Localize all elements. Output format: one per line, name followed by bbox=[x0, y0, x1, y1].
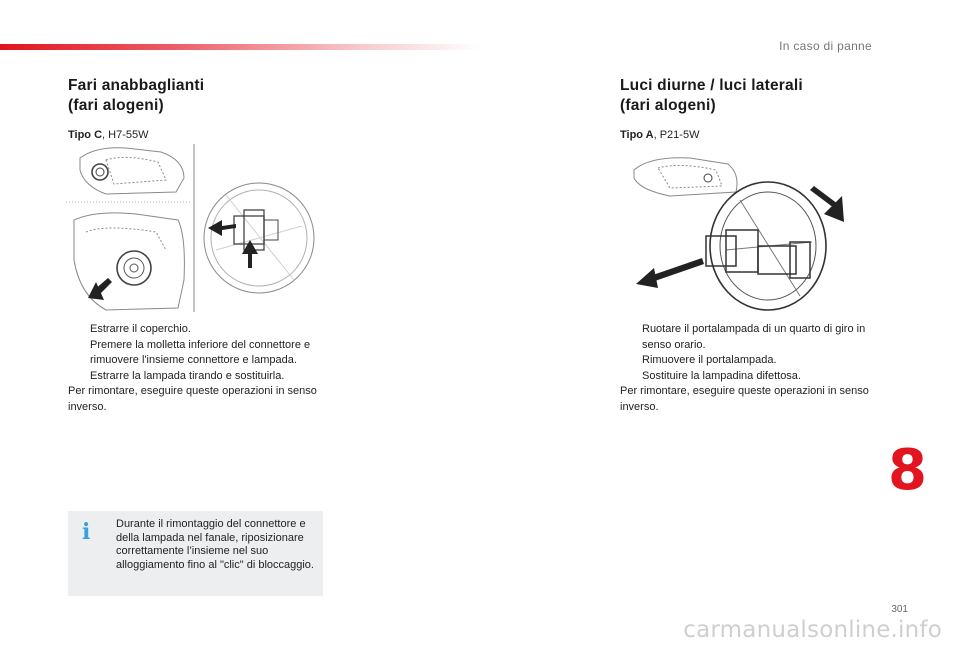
reassembly-note: Per rimontare, eseguire queste operazioni in senso inverso. bbox=[68, 385, 317, 413]
steps-daytime-lights bbox=[620, 322, 882, 415]
info-note bbox=[68, 511, 323, 596]
daytime-light-illustration bbox=[630, 150, 860, 315]
section-low-beam bbox=[68, 76, 328, 141]
chapter-number: 8 bbox=[888, 438, 927, 503]
reassembly-note: Per rimontare, eseguire queste operazioni in senso inverso. bbox=[620, 385, 869, 413]
page-number: 301 bbox=[891, 604, 908, 615]
step-item: Estrarre la lampada tirando e sostituirla. bbox=[90, 369, 285, 382]
low-beam-illustration bbox=[66, 140, 316, 315]
info-note-text: Durante il rimontaggio del connettore e della lampada nel fanale, riposizionare correttamente l’insieme nel suo alloggiamento fino al "clic" di bloccaggio. bbox=[116, 518, 314, 571]
section-title-daytime-lights: Luci diurne / luci laterali (fari alogeni) bbox=[620, 77, 803, 114]
step-item: Rimuovere il portalampada. bbox=[642, 354, 777, 366]
steps-low-beam bbox=[68, 322, 330, 415]
watermark: carmanualsonline.info bbox=[683, 617, 942, 643]
step-item: Estrarre il coperchio. bbox=[90, 323, 191, 335]
chapter-title: In caso di panne bbox=[779, 39, 872, 53]
step-item: Sostituire la lampadina difettosa. bbox=[642, 369, 801, 382]
section-daytime-lights bbox=[620, 76, 880, 141]
info-icon: i bbox=[82, 519, 91, 545]
bulb-type-daytime-lights: Tipo A, P21-5W bbox=[620, 129, 700, 141]
section-title-low-beam: Fari anabbaglianti (fari alogeni) bbox=[68, 77, 205, 114]
step-item: Ruotare il portalampada di un quarto di giro in senso orario. bbox=[642, 323, 866, 351]
chapter-color-bar bbox=[0, 44, 480, 50]
step-item: Premere la molletta inferiore del connettore e rimuovere l'insieme connettore e lampada. bbox=[90, 338, 311, 366]
bulb-type-low-beam: Tipo C, H7-55W bbox=[68, 129, 149, 141]
